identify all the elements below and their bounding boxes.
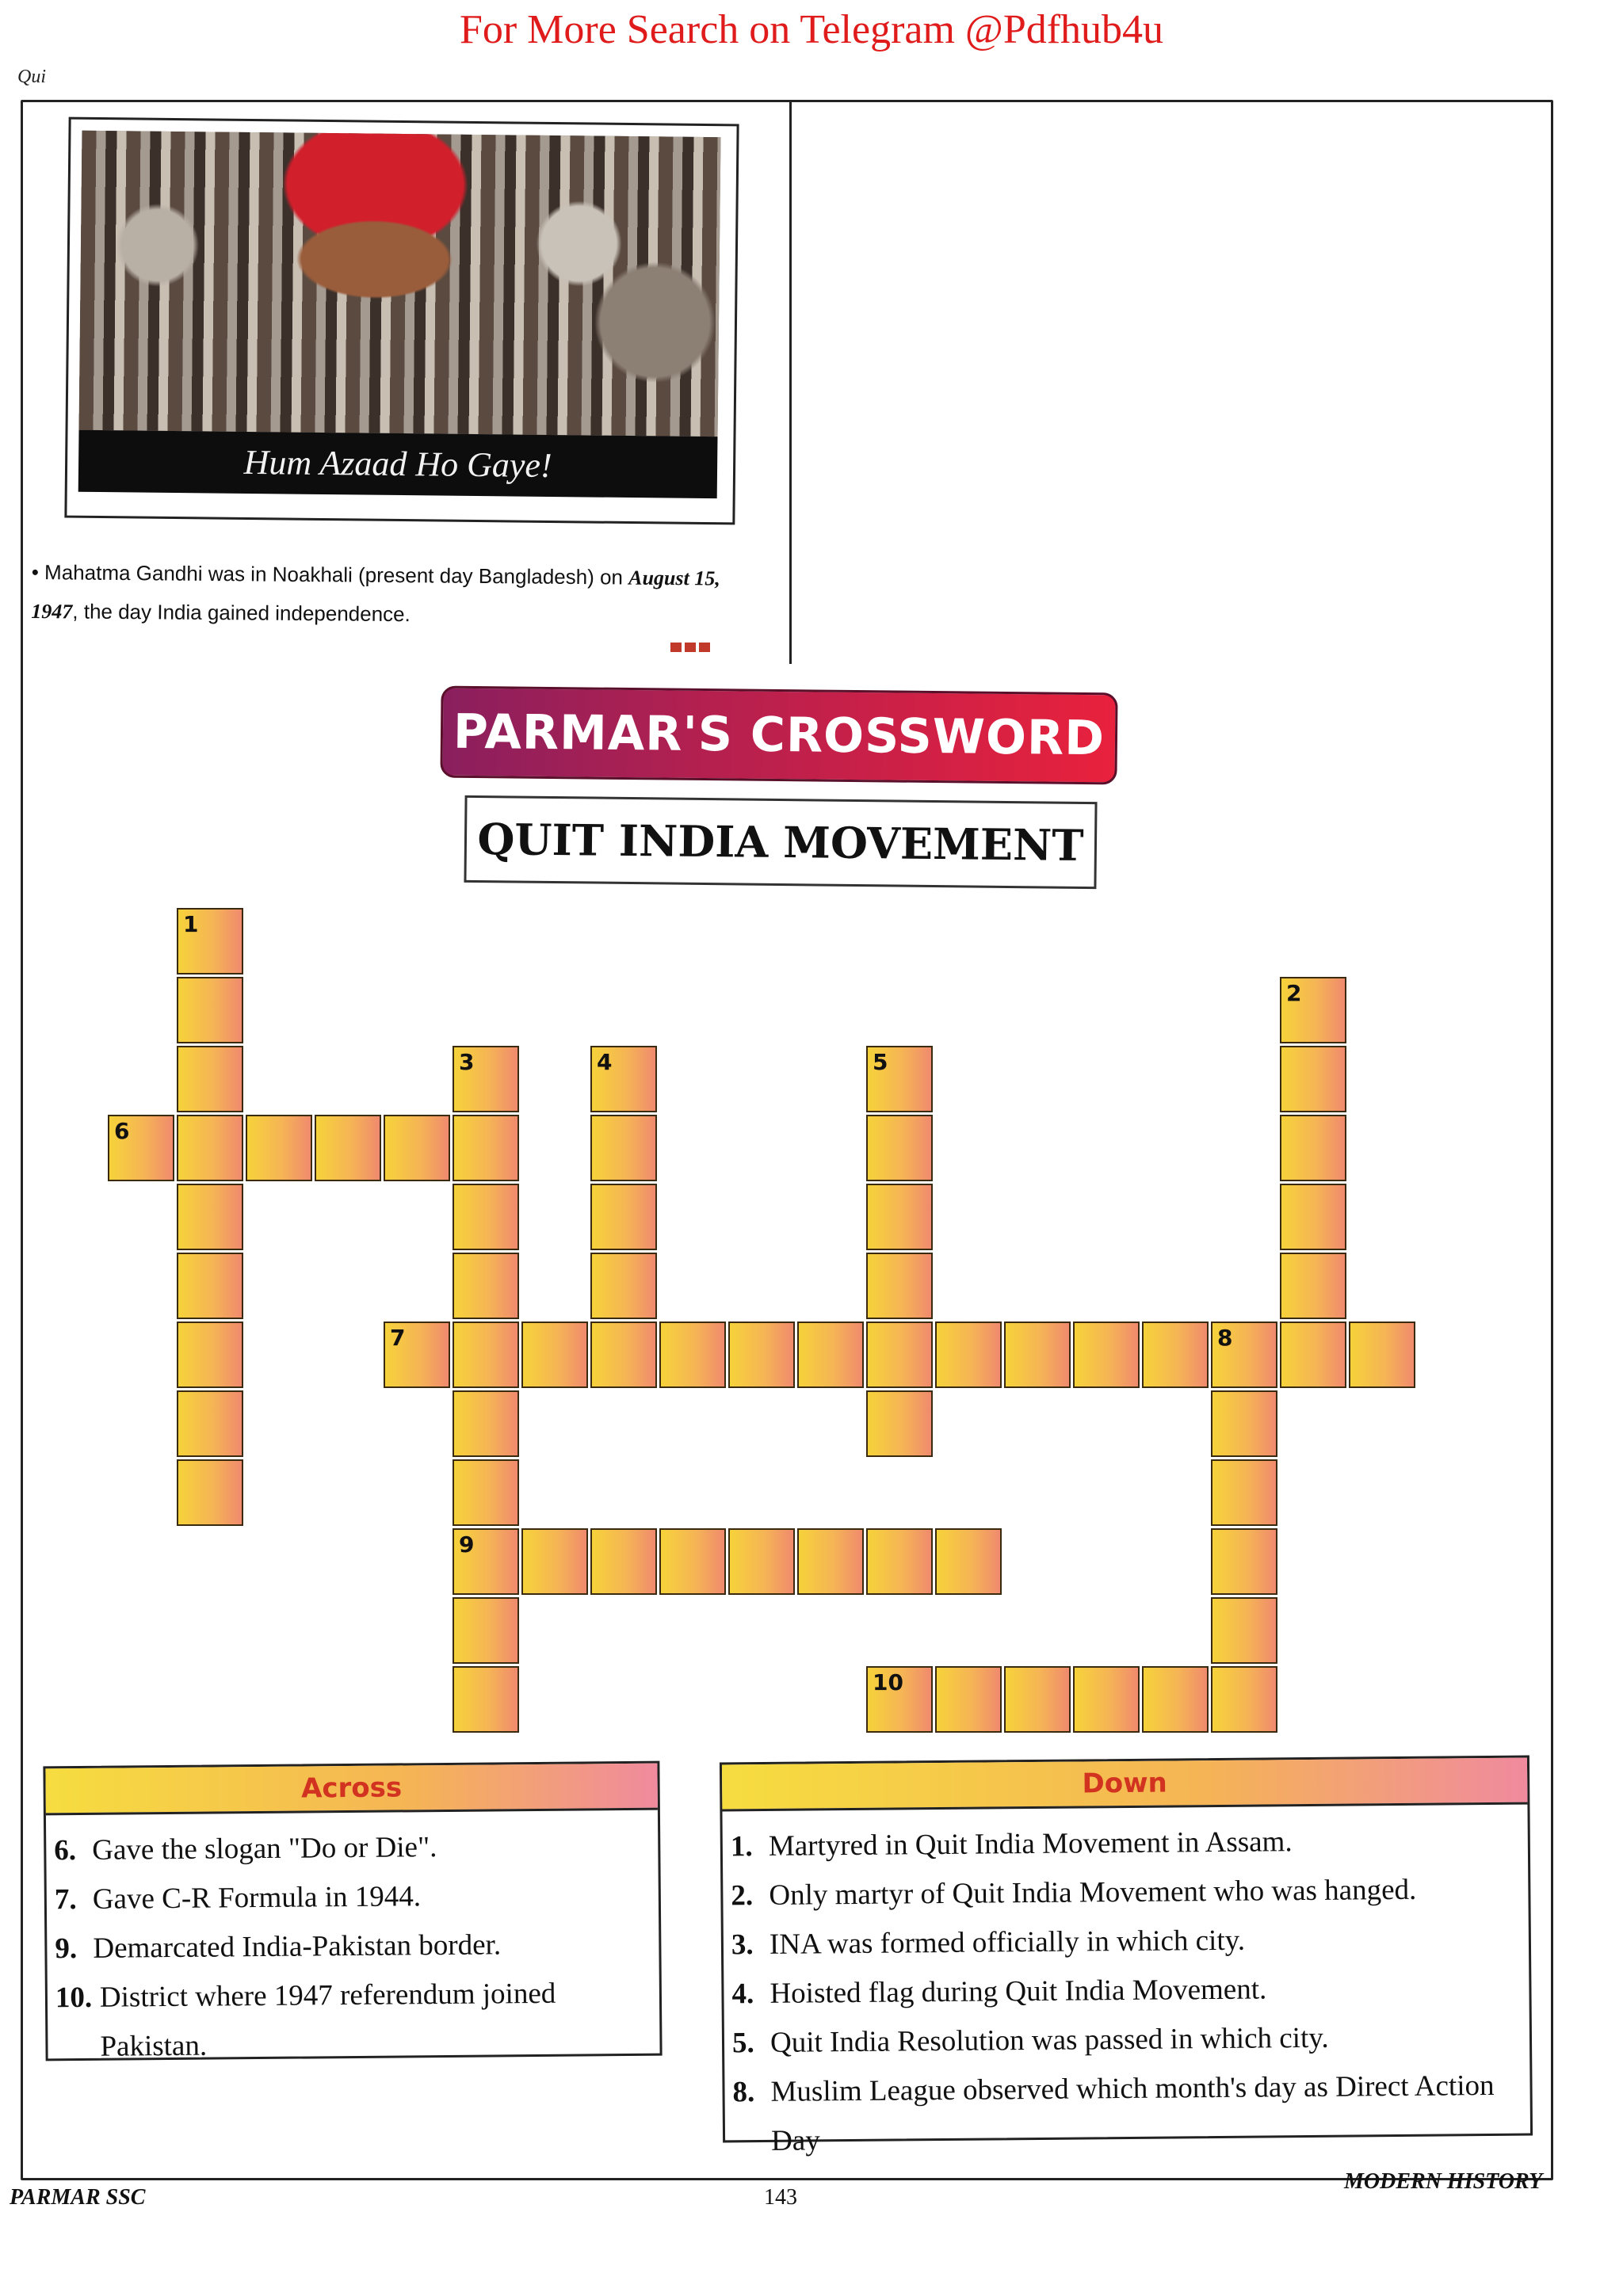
crossword-cell[interactable] (177, 1253, 243, 1319)
clue-number-n9: 9 (459, 1531, 475, 1558)
clue-number-n5: 5 (873, 1049, 888, 1075)
crossword-cell[interactable] (246, 1115, 312, 1181)
crossword-cell[interactable] (453, 1459, 519, 1526)
crossword-title: PARMAR'S CROSSWORD (440, 686, 1117, 785)
clue-number-n1: 1 (183, 911, 199, 937)
crossword-cell[interactable] (177, 1322, 243, 1388)
crossword-cell[interactable] (1211, 1666, 1277, 1733)
crossword-cell[interactable] (108, 1115, 174, 1181)
crossword-subtitle: QUIT INDIA MOVEMENT (464, 795, 1097, 889)
crossword-cell[interactable] (1073, 1666, 1140, 1733)
crossword-cell[interactable] (384, 1322, 450, 1388)
crossword-cell[interactable] (1211, 1528, 1277, 1595)
fact-text-after: , the day India gained independence. (72, 599, 411, 627)
crossword-cell[interactable] (866, 1322, 933, 1388)
crossword-cell[interactable] (1280, 1253, 1346, 1319)
crossword-cell[interactable] (1142, 1666, 1209, 1733)
page-number: 143 (764, 2185, 797, 2210)
footer-publisher: PARMAR SSC (10, 2185, 146, 2210)
crossword-cell[interactable] (935, 1322, 1002, 1388)
crossword-cell[interactable] (1211, 1597, 1277, 1664)
page-top-fragment: Qui (17, 67, 46, 87)
crossword-cell[interactable] (659, 1528, 726, 1595)
fact-date: August 15, 1947 (31, 566, 720, 624)
crossword-cell[interactable] (590, 1322, 657, 1388)
crossword-cell[interactable] (728, 1528, 795, 1595)
crossword-cell[interactable] (590, 1115, 657, 1181)
crossword-cell[interactable] (590, 1253, 657, 1319)
crossword-cell[interactable] (177, 1390, 243, 1457)
crossword-cell[interactable] (659, 1322, 726, 1388)
crossword-cell[interactable] (1142, 1322, 1209, 1388)
crossword-cell[interactable] (177, 1115, 243, 1181)
crossword-cell[interactable] (453, 1046, 519, 1112)
down-clue-list (722, 1805, 1530, 2175)
crossword-cell[interactable] (590, 1528, 657, 1595)
crossword-cell[interactable] (1280, 977, 1346, 1043)
crossword-cell[interactable] (453, 1666, 519, 1733)
crossword-cell[interactable] (1211, 1459, 1277, 1526)
crossword-cell[interactable] (797, 1322, 864, 1388)
crossword-cell[interactable] (453, 1253, 519, 1319)
clue-number-n4: 4 (597, 1049, 613, 1075)
clue-number-n10: 10 (873, 1669, 903, 1695)
crossword-cell[interactable] (1004, 1666, 1071, 1733)
crossword-cell[interactable] (177, 1046, 243, 1112)
down-clue-4: 4. Hoisted flag during Quit India Movement. (731, 1973, 1267, 2011)
crossword-cell[interactable] (866, 1390, 933, 1457)
crossword-cell[interactable] (866, 1666, 933, 1733)
footer-section: MODERN HISTORY (1344, 2169, 1543, 2194)
crossword-cell[interactable] (935, 1528, 1002, 1595)
across-clue-box (43, 1761, 662, 2061)
down-clue-box (720, 1756, 1533, 2157)
crossword-cell[interactable] (728, 1322, 795, 1388)
crossword-cell[interactable] (453, 1322, 519, 1388)
across-clue-6: 6. Gave the slogan "Do or Die". (54, 1831, 437, 1867)
down-clue-3: 3. INA was formed officially in which city. (731, 1924, 1246, 1962)
crossword-cell[interactable] (590, 1184, 657, 1250)
clue-number-n6: 6 (114, 1118, 130, 1144)
crossword-cell[interactable] (521, 1322, 588, 1388)
down-clue-1: 1. Martyred in Quit India Movement in Assam. (730, 1825, 1293, 1863)
clue-number-n8: 8 (1217, 1325, 1233, 1351)
across-clue-10: 10. District where 1947 referendum joined Pakistan. (55, 1977, 556, 2063)
crossword-cell[interactable] (1280, 1184, 1346, 1250)
crossword-cell[interactable] (453, 1115, 519, 1181)
crossword-cell[interactable] (866, 1253, 933, 1319)
crossword-cell[interactable] (384, 1115, 450, 1181)
crossword-cell[interactable] (177, 908, 243, 974)
down-heading: Down (722, 1758, 1527, 1812)
fact-text-before: Mahatma Gandhi was in Noakhali (present day Bangladesh) on (44, 560, 629, 589)
crossword-cell[interactable] (453, 1528, 519, 1595)
clue-number-n3: 3 (459, 1049, 475, 1075)
across-clue-7: 7. Gave C-R Formula in 1944. (54, 1880, 422, 1917)
crossword-cell[interactable] (1211, 1322, 1277, 1388)
crossword-cell[interactable] (453, 1597, 519, 1664)
crossword-cell[interactable] (866, 1046, 933, 1112)
telegram-banner: For More Search on Telegram @Pdfhub4u (459, 7, 1164, 52)
crossword-cell[interactable] (1004, 1322, 1071, 1388)
crossword-cell[interactable] (1280, 1322, 1346, 1388)
down-clue-2: 2. Only martyr of Quit India Movement who was hanged. (731, 1873, 1417, 1913)
crossword-cell[interactable] (797, 1528, 864, 1595)
crossword-cell[interactable] (315, 1115, 381, 1181)
clue-number-n2: 2 (1286, 980, 1302, 1006)
crossword-cell[interactable] (177, 1184, 243, 1250)
fact-bullet: • (31, 559, 40, 585)
crossword-cell[interactable] (1280, 1115, 1346, 1181)
crossword-cell[interactable] (177, 1459, 243, 1526)
crossword-cell[interactable] (866, 1528, 933, 1595)
crossword-cell[interactable] (1349, 1322, 1415, 1388)
down-clue-5: 5. Quit India Resolution was passed in which city. (731, 2021, 1329, 2060)
photo-caption: Hum Azaad Ho Gaye! (78, 430, 718, 498)
crossword-cell[interactable] (1280, 1046, 1346, 1112)
crossword-cell[interactable] (866, 1184, 933, 1250)
crossword-cell[interactable] (453, 1184, 519, 1250)
across-clue-list (46, 1810, 660, 2081)
crossword-cell[interactable] (1211, 1390, 1277, 1457)
across-clue-9: 9. Demarcated India-Pakistan border. (55, 1928, 502, 1966)
crossword-cell[interactable] (1073, 1322, 1140, 1388)
clue-number-n7: 7 (390, 1325, 406, 1351)
crossword-cell[interactable] (521, 1528, 588, 1595)
down-clue-8: 8. Muslim League observed which month's day as Direct Action Day (732, 2069, 1495, 2157)
crossword-cell[interactable] (935, 1666, 1002, 1733)
crossword-cell[interactable] (590, 1046, 657, 1112)
crossword-cell[interactable] (866, 1115, 933, 1181)
crossword-cell[interactable] (177, 977, 243, 1043)
across-heading: Across (45, 1764, 657, 1816)
crossword-cell[interactable] (453, 1390, 519, 1457)
